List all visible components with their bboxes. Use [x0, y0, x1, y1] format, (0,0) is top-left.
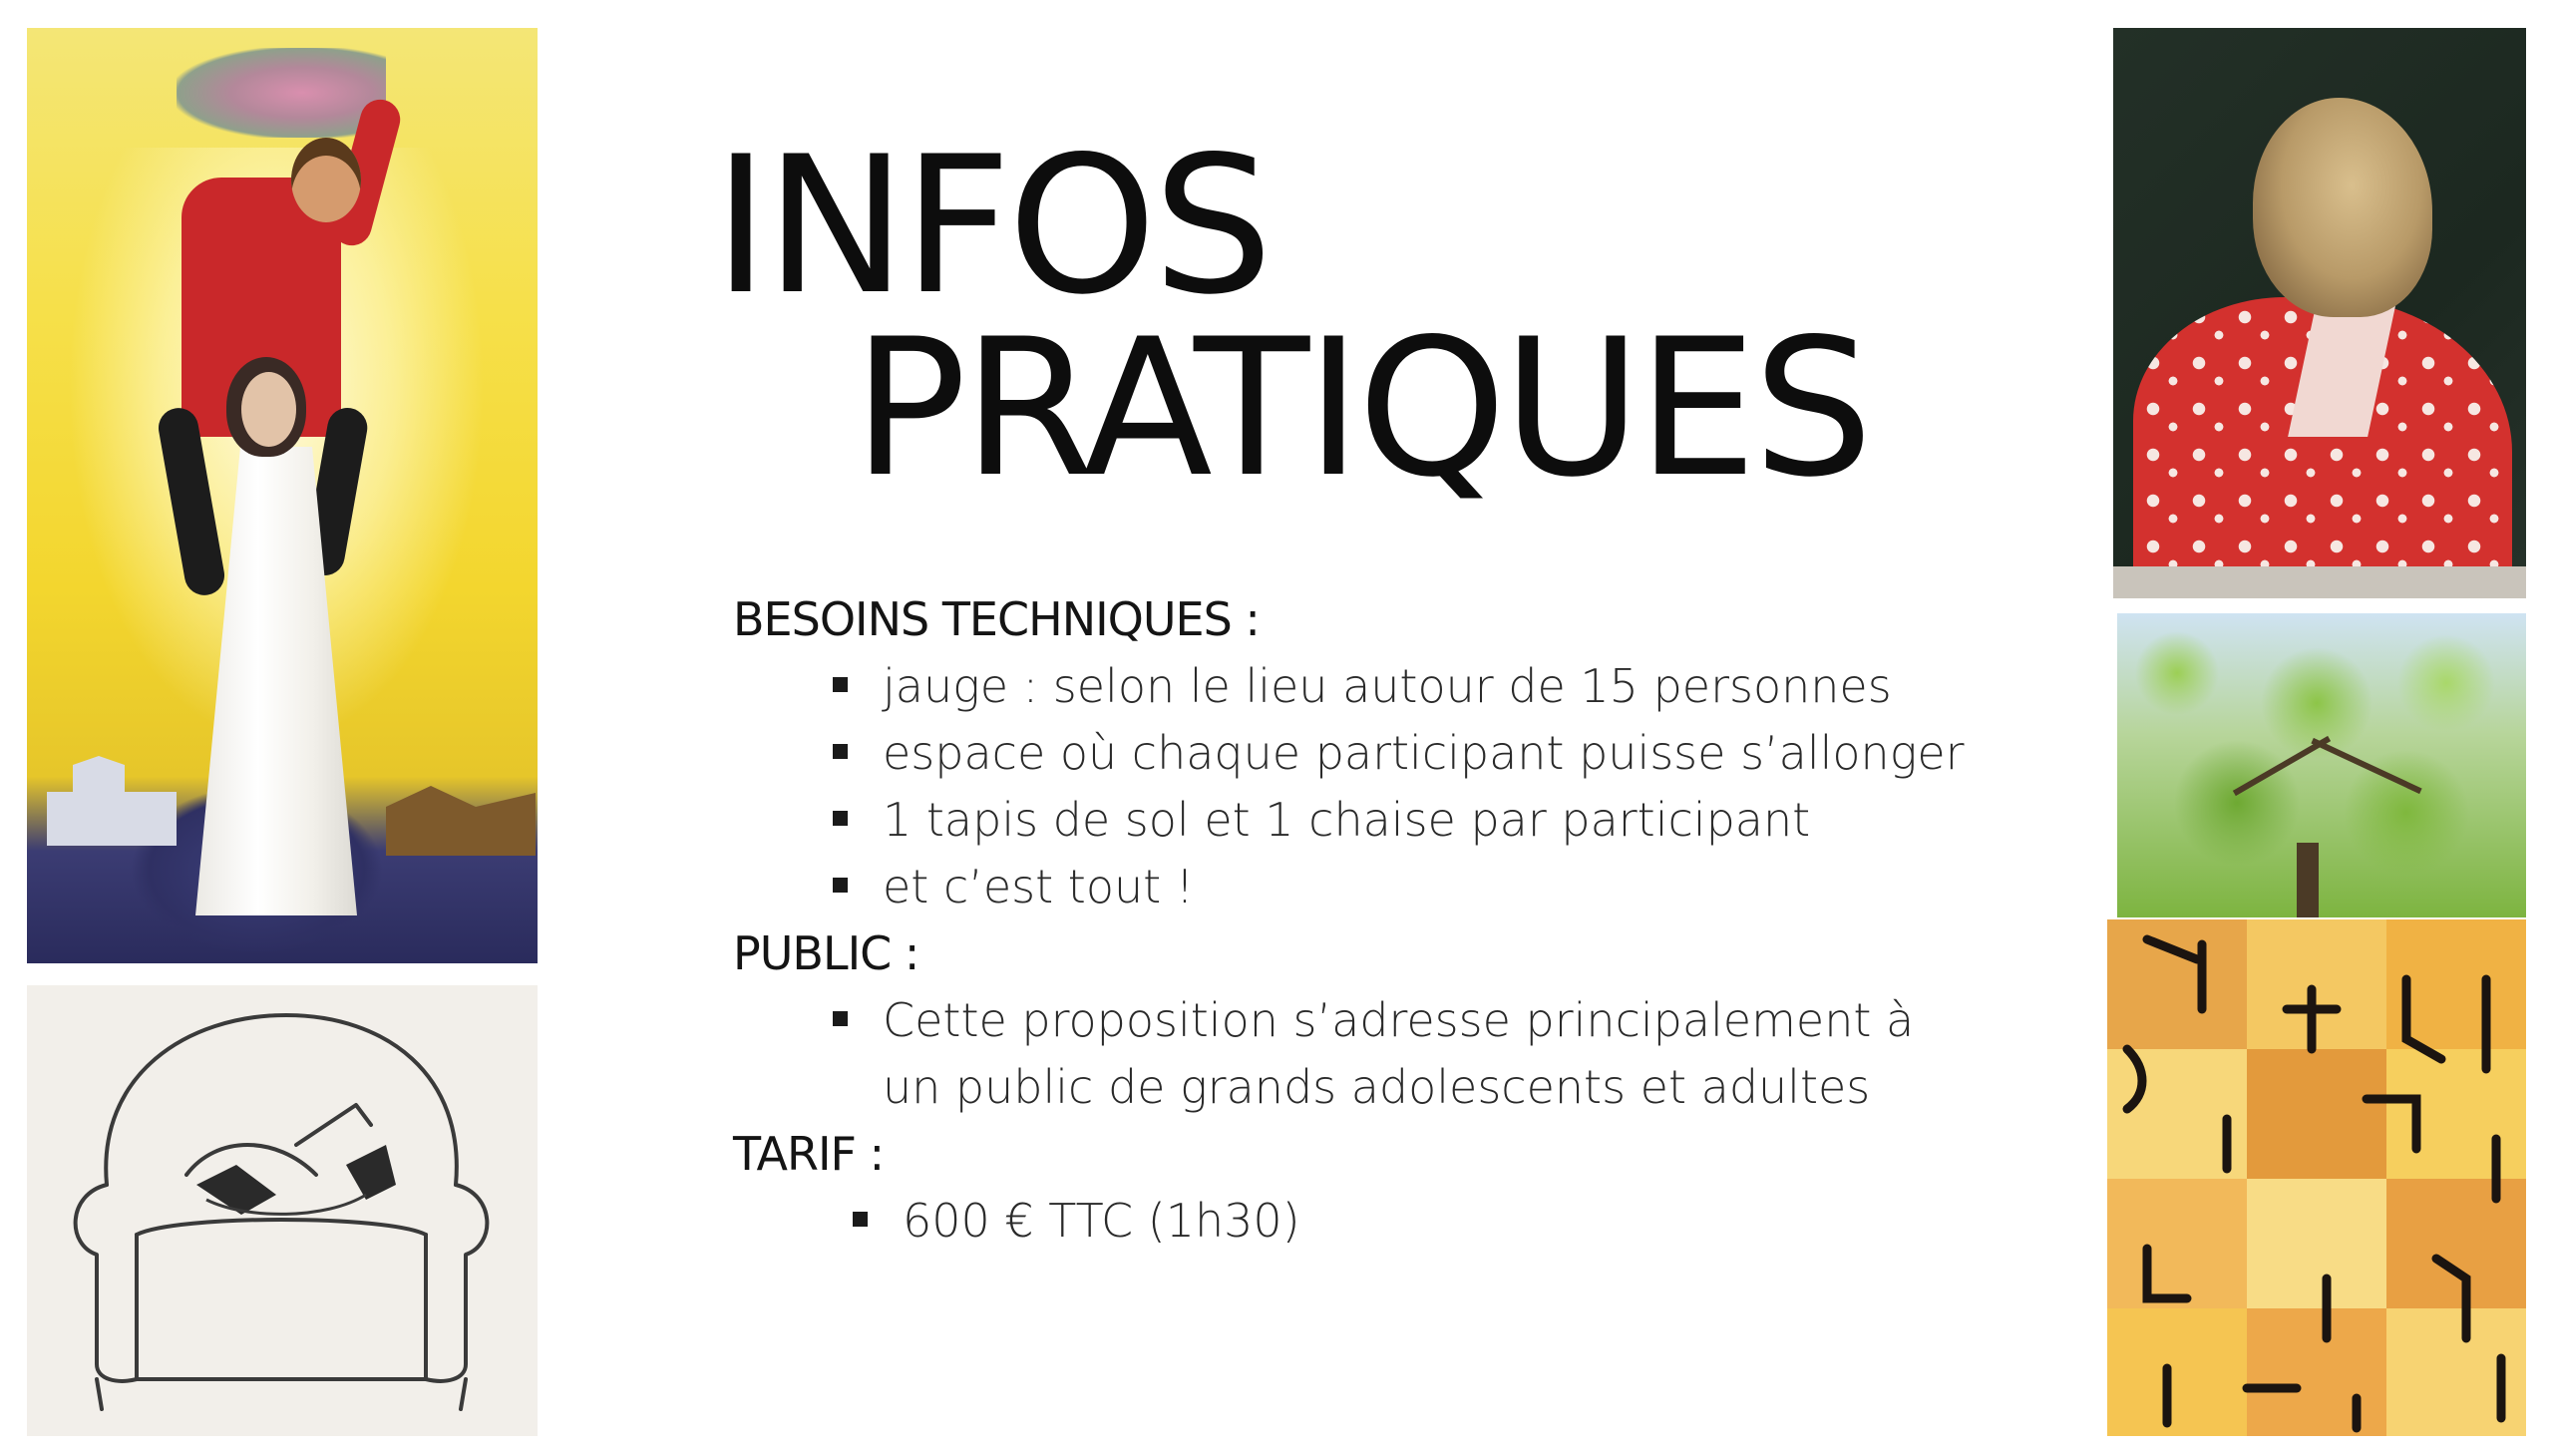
- list-item: jauge : selon le lieu autour de 15 personnes: [833, 653, 2069, 720]
- tree-branch: [2311, 738, 2421, 794]
- page-title-line-1: INFOS: [713, 116, 1270, 336]
- painting-girl-red-jacket-image: [2113, 28, 2526, 598]
- list-item: Cette proposition s’adresse principalement à un public de grands adolescents et adultes: [833, 987, 1930, 1121]
- angel-figure: [177, 48, 386, 138]
- tree-canopy-image: [2117, 613, 2526, 917]
- list-item: et c’est tout !: [833, 854, 2069, 920]
- painting-orange-squares-image: [2107, 919, 2526, 1436]
- tree-trunk: [2297, 843, 2319, 917]
- list-item: espace où chaque participant puisse s’allonger: [833, 720, 2069, 787]
- girl-hair: [2253, 98, 2432, 317]
- besoins-list: [733, 653, 2069, 920]
- man-head: [291, 138, 361, 222]
- houses: [386, 786, 536, 856]
- section-label-tarif: TARIF :: [733, 1127, 885, 1181]
- armchair-drawing-image: [27, 985, 538, 1436]
- church: [47, 756, 177, 846]
- info-content: [733, 586, 2069, 1255]
- list-item: 1 tapis de sol et 1 chaise par participant: [833, 787, 2069, 854]
- woman-face: [241, 372, 296, 447]
- page-title-line-2: PRATIQUES: [853, 298, 1870, 519]
- tarif-list: [733, 1188, 2069, 1255]
- painting-couple-yellow-image: [27, 28, 538, 963]
- public-list: [733, 987, 1930, 1121]
- list-item: 600 € TTC (1h30): [853, 1188, 2069, 1255]
- floor-edge: [2113, 566, 2526, 598]
- armchair-svg: [27, 985, 538, 1436]
- section-label-besoins: BESOINS TECHNIQUES :: [733, 592, 1260, 646]
- glyph-marks-svg: [2107, 919, 2526, 1436]
- section-label-public: PUBLIC :: [733, 926, 919, 980]
